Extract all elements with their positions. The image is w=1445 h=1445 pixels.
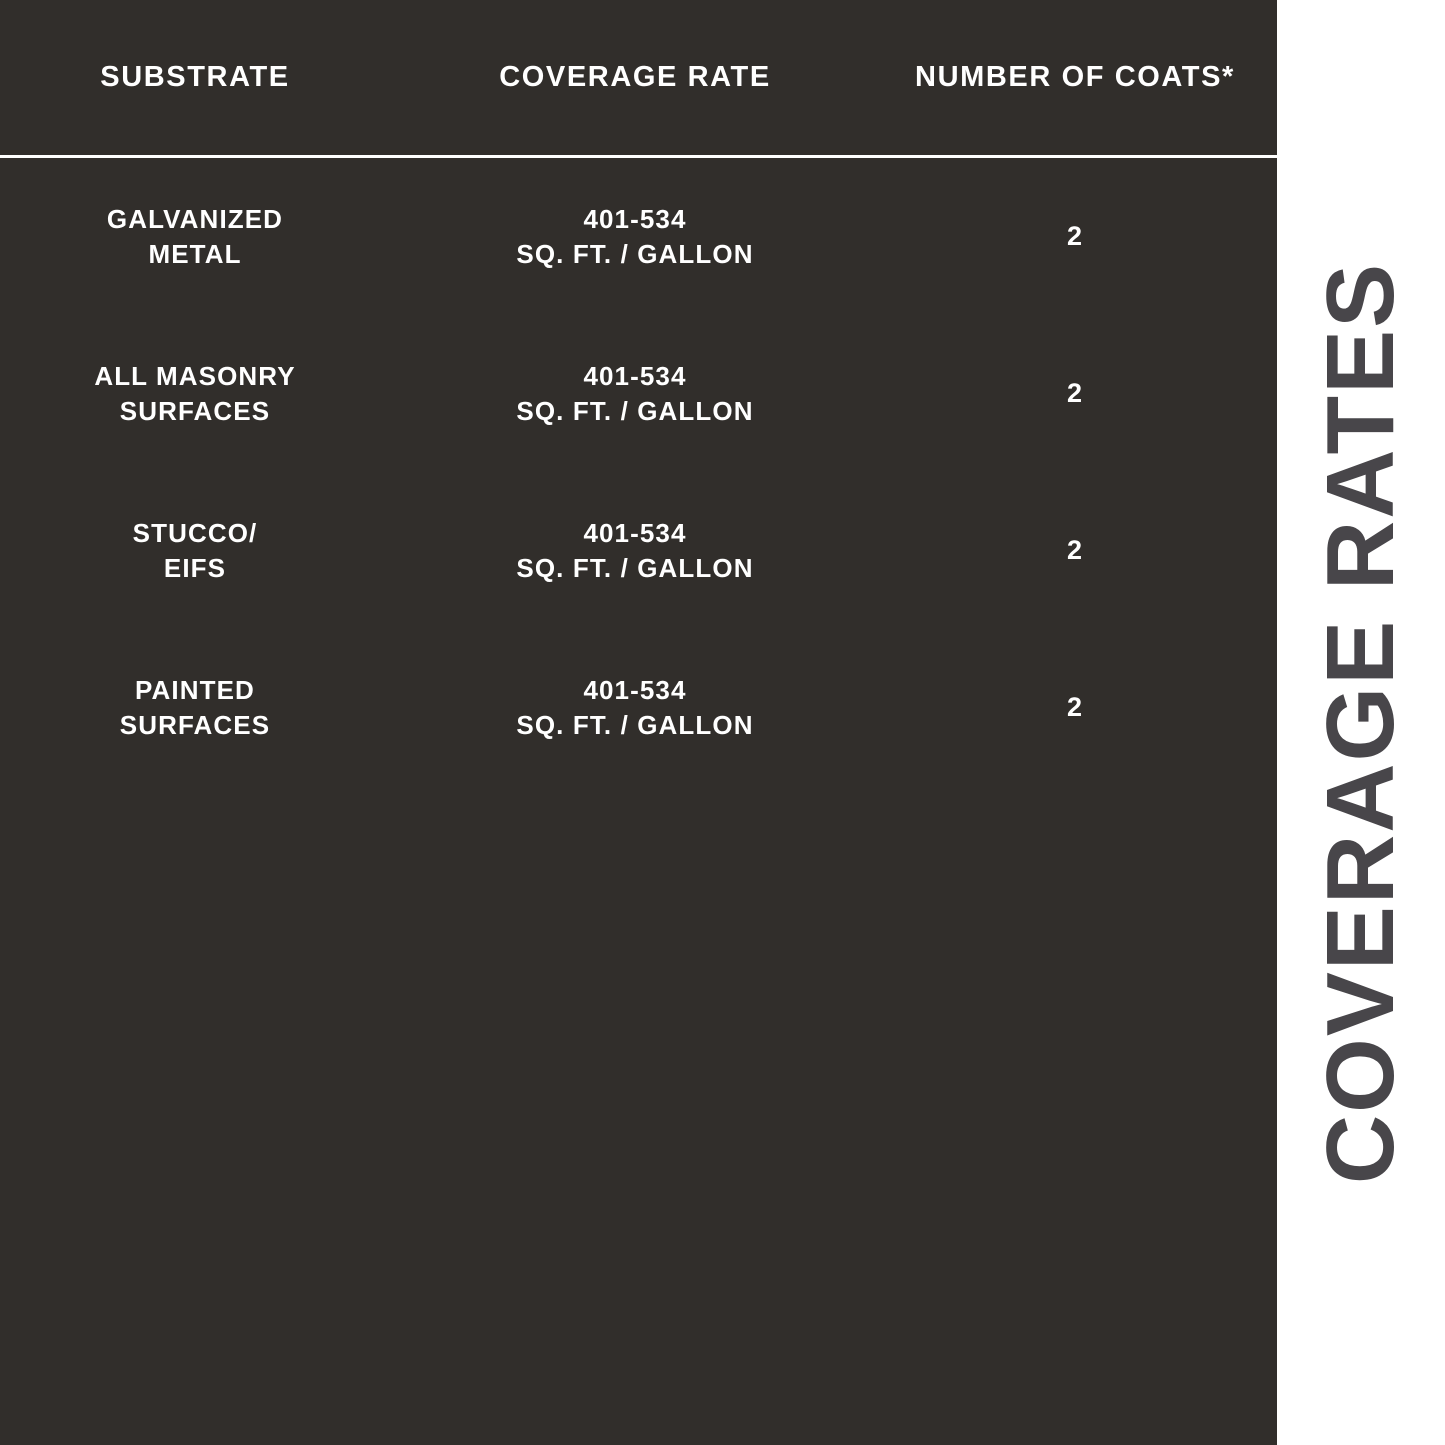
section-title-vertical: COVERAGE RATES xyxy=(1307,261,1414,1184)
substrate-line-2: METAL xyxy=(148,238,242,269)
table-row xyxy=(0,472,1277,629)
cell-number-of-coats: 2 xyxy=(1066,691,1084,722)
table-row xyxy=(0,629,1277,786)
cell-coverage-rate xyxy=(390,516,880,585)
column-header-substrate: SUBSTRATE xyxy=(100,61,290,94)
cell-coverage-rate xyxy=(390,202,880,271)
table-row xyxy=(0,158,1277,315)
column-header-number-of-coats: NUMBER OF COATS* xyxy=(915,61,1235,94)
cell-coverage-rate xyxy=(390,673,880,742)
rate-line-1: 401-534 xyxy=(583,675,687,706)
cell-substrate xyxy=(0,359,390,428)
rate-line-1: 401-534 xyxy=(583,518,687,549)
substrate-line-2: SURFACES xyxy=(119,395,271,426)
cell-substrate xyxy=(0,673,390,742)
rate-line-1: 401-534 xyxy=(583,204,687,235)
table-row xyxy=(0,315,1277,472)
table-body xyxy=(0,158,1277,786)
substrate-line-1: GALVANIZED xyxy=(106,204,284,235)
side-label-area xyxy=(1277,0,1445,1445)
table-header-row xyxy=(0,0,1277,155)
cell-number-of-coats: 2 xyxy=(1066,377,1084,408)
cell-substrate xyxy=(0,516,390,585)
cell-substrate xyxy=(0,202,390,271)
substrate-line-1: STUCCO/ xyxy=(132,518,258,549)
substrate-line-1: ALL MASONRY xyxy=(94,361,296,392)
rate-line-2: SQ. FT. / GALLON xyxy=(516,709,754,740)
substrate-line-1: PAINTED xyxy=(135,675,255,706)
coverage-rates-table xyxy=(0,0,1277,740)
substrate-line-2: SURFACES xyxy=(119,709,271,740)
rate-line-2: SQ. FT. / GALLON xyxy=(516,552,754,583)
cell-coverage-rate xyxy=(390,359,880,428)
cell-number-of-coats: 2 xyxy=(1066,534,1084,565)
cell-number-of-coats: 2 xyxy=(1066,220,1084,251)
rate-line-2: SQ. FT. / GALLON xyxy=(516,238,754,269)
rate-line-2: SQ. FT. / GALLON xyxy=(516,395,754,426)
column-header-coverage-rate: COVERAGE RATE xyxy=(499,61,771,94)
rate-line-1: 401-534 xyxy=(583,361,687,392)
substrate-line-2: EIFS xyxy=(163,552,227,583)
